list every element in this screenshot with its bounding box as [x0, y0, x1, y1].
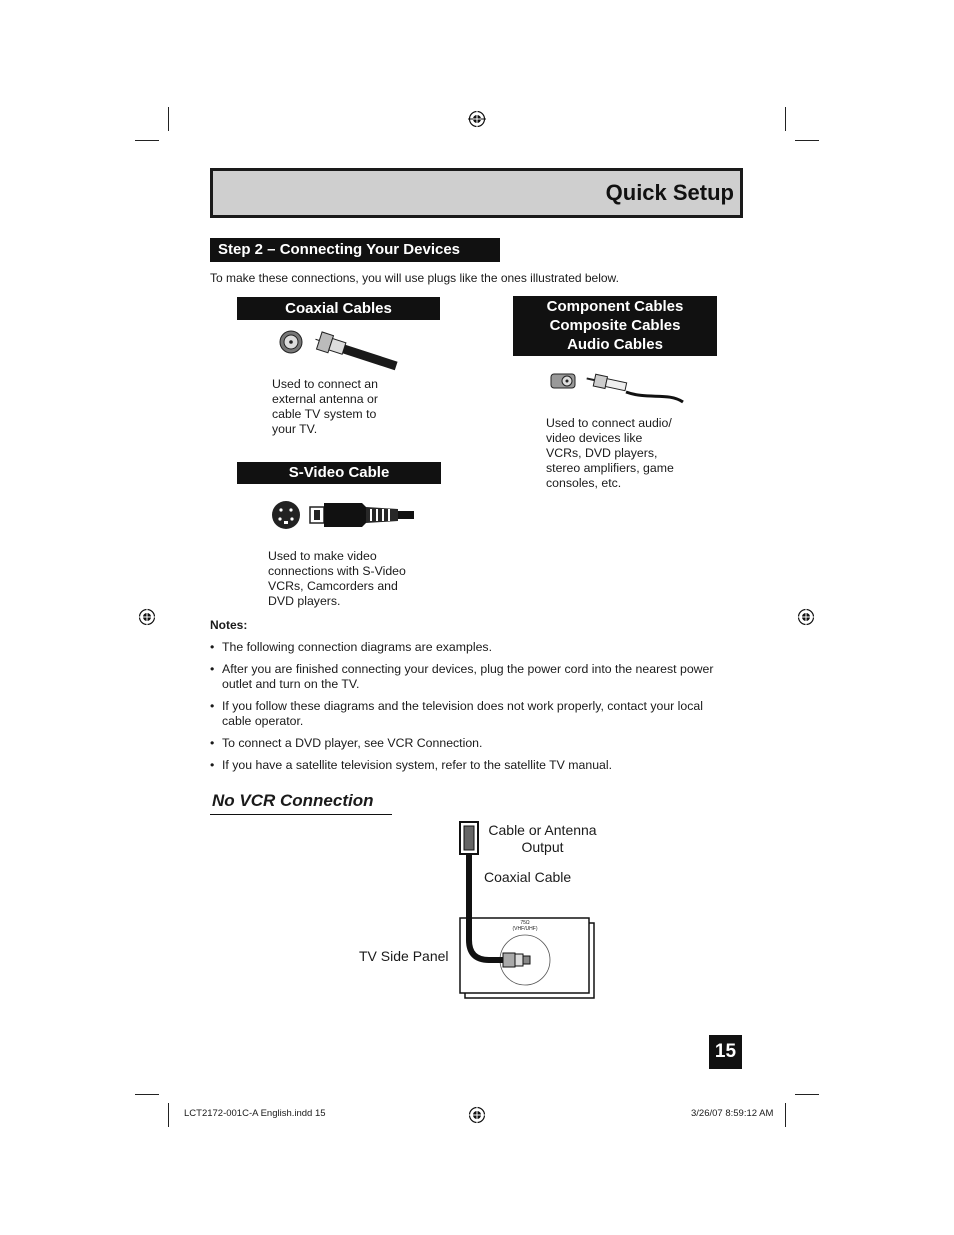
bullet-icon: • — [210, 662, 215, 676]
crop-mark — [785, 1103, 786, 1127]
bullet-icon: • — [210, 736, 215, 750]
coaxial-description: Used to connect an external antenna or cable TV system to your TV. — [272, 377, 378, 436]
page-title: Quick Setup — [605, 180, 734, 205]
bullet-icon: • — [210, 758, 215, 772]
section-rule — [210, 814, 392, 815]
crop-mark — [168, 1103, 169, 1127]
rca-plug-icon — [548, 370, 688, 412]
component-description: Used to connect audio/ video devices like VCRs, DVD players, stereo amplifiers, game consoles, etc. — [546, 416, 674, 490]
svideo-plug-icon — [270, 498, 415, 532]
step-heading: Step 2 – Connecting Your Devices — [210, 238, 500, 262]
intro-text: To make these connections, you will use plugs like the ones illustrated below. — [210, 271, 619, 285]
component-label: Component Cables Composite Cables Audio Cables — [513, 296, 717, 356]
crop-mark — [135, 140, 159, 141]
registration-mark-icon — [138, 608, 156, 626]
coaxial-plug-icon — [275, 330, 400, 375]
registration-mark-icon — [468, 1106, 486, 1124]
page-header — [210, 168, 743, 218]
footer-filename: LCT2172-001C-A English.indd 15 — [184, 1108, 326, 1119]
panel-label: TV Side Panel — [359, 948, 449, 964]
svideo-label: S-Video Cable — [237, 462, 441, 484]
page-number: 15 — [709, 1035, 742, 1069]
crop-mark — [135, 1094, 159, 1095]
port-label: 75Ω (VHF/UHF) — [512, 920, 538, 932]
bullet-icon: • — [210, 640, 215, 654]
svideo-description: Used to make video connections with S-Video VCRs, Camcorders and DVD players. — [268, 549, 406, 608]
section-title: No VCR Connection — [212, 791, 374, 810]
notes-heading: Notes: — [210, 618, 248, 632]
footer-timestamp: 3/26/07 8:59:12 AM — [691, 1108, 774, 1119]
coaxial-label: Coaxial Cables — [237, 297, 440, 320]
crop-mark — [168, 107, 169, 131]
crop-mark — [795, 140, 819, 141]
crop-mark — [795, 1094, 819, 1095]
registration-mark-icon — [797, 608, 815, 626]
crop-mark — [785, 107, 786, 131]
registration-mark-icon — [468, 110, 486, 128]
output-label: Cable or Antenna Output — [488, 822, 597, 855]
bullet-icon: • — [210, 699, 215, 713]
cable-label: Coaxial Cable — [484, 869, 572, 885]
